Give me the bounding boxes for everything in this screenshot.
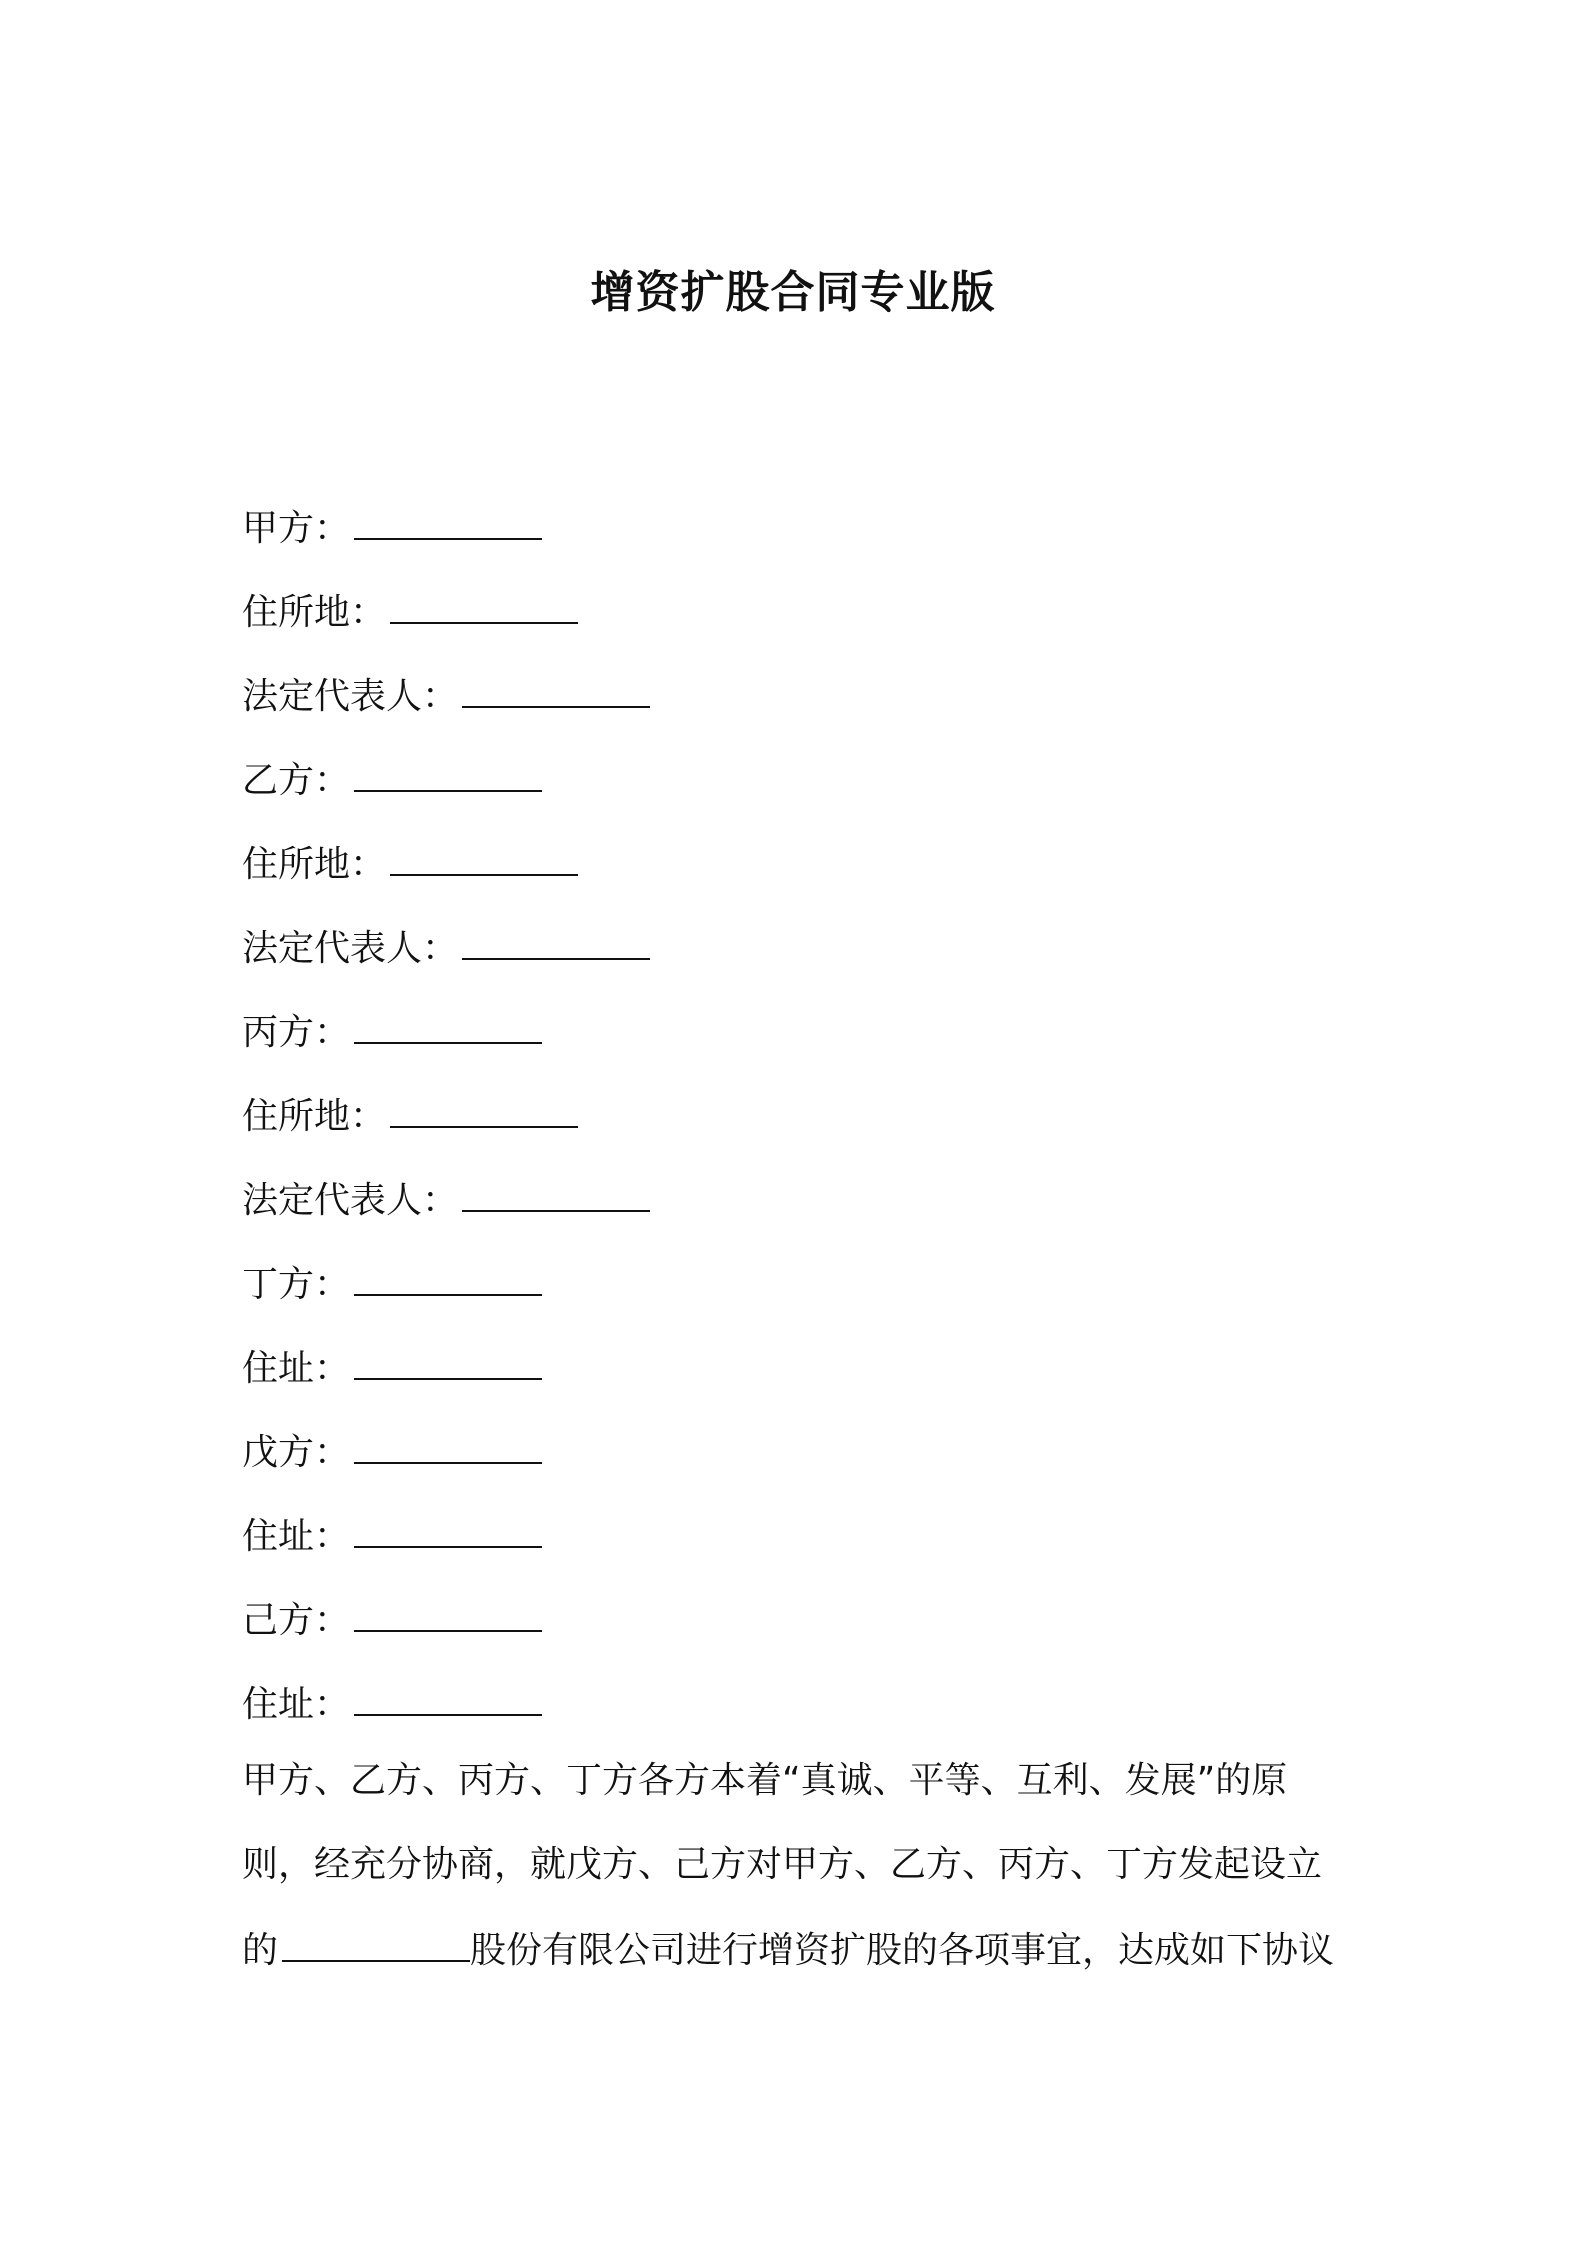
- paragraph-line-3: [242, 1920, 1362, 2004]
- body-paragraph: [242, 1752, 1362, 2004]
- paragraph-line-3-prefix: 的: [242, 1930, 279, 1971]
- blank-line: [354, 750, 542, 792]
- blank-line: [462, 918, 650, 960]
- field-party-e-address: [242, 1506, 1362, 1590]
- field-party-a-address: [242, 582, 1362, 666]
- field-label: 住址：: [242, 1348, 351, 1389]
- field-label: 乙方：: [242, 760, 351, 801]
- blank-line: [390, 582, 578, 624]
- party-fields: [242, 498, 1362, 1758]
- field-party-c: [242, 1002, 1362, 1086]
- field-party-c-address: [242, 1086, 1362, 1170]
- blank-line: [390, 834, 578, 876]
- field-party-b-address: [242, 834, 1362, 918]
- field-party-f-address: [242, 1674, 1362, 1758]
- field-party-f: [242, 1590, 1362, 1674]
- blank-line: [354, 1590, 542, 1632]
- blank-line: [462, 1170, 650, 1212]
- blank-line: [354, 1338, 542, 1380]
- field-party-c-representative: [242, 1170, 1362, 1254]
- field-party-b-representative: [242, 918, 1362, 1002]
- field-party-d-address: [242, 1338, 1362, 1422]
- blank-line: [282, 1920, 470, 1962]
- field-label: 住址：: [242, 1684, 351, 1725]
- blank-line: [354, 1506, 542, 1548]
- blank-line: [354, 1422, 542, 1464]
- blank-line: [354, 1002, 542, 1044]
- field-party-a-representative: [242, 666, 1362, 750]
- blank-line: [354, 1674, 542, 1716]
- paragraph-line-3-suffix: 股份有限公司进行增资扩股的各项事宜，达成如下协议: [470, 1930, 1335, 1971]
- field-label: 甲方：: [242, 508, 351, 549]
- paragraph-line-1: 甲方、乙方、丙方、丁方各方本着“真诚、平等、互利、发展”的原: [242, 1760, 1288, 1801]
- field-party-b: [242, 750, 1362, 834]
- blank-line: [354, 1254, 542, 1296]
- blank-line: [354, 498, 542, 540]
- field-label: 法定代表人：: [242, 676, 459, 717]
- field-party-a: [242, 498, 1362, 582]
- field-party-d: [242, 1254, 1362, 1338]
- field-label: 法定代表人：: [242, 928, 459, 969]
- field-label: 丙方：: [242, 1012, 351, 1053]
- field-party-e: [242, 1422, 1362, 1506]
- field-label: 法定代表人：: [242, 1180, 459, 1221]
- blank-line: [462, 666, 650, 708]
- field-label: 丁方：: [242, 1264, 351, 1305]
- field-label: 住所地：: [242, 592, 387, 633]
- document-title: 增资扩股合同专业版: [590, 267, 996, 318]
- field-label: 住所地：: [242, 1096, 387, 1137]
- paragraph-line-2: 则，经充分协商，就戊方、己方对甲方、乙方、丙方、丁方发起设立: [242, 1844, 1323, 1885]
- field-label: 己方：: [242, 1600, 351, 1641]
- field-label: 戊方：: [242, 1432, 351, 1473]
- field-label: 住所地：: [242, 844, 387, 885]
- field-label: 住址：: [242, 1516, 351, 1557]
- blank-line: [390, 1086, 578, 1128]
